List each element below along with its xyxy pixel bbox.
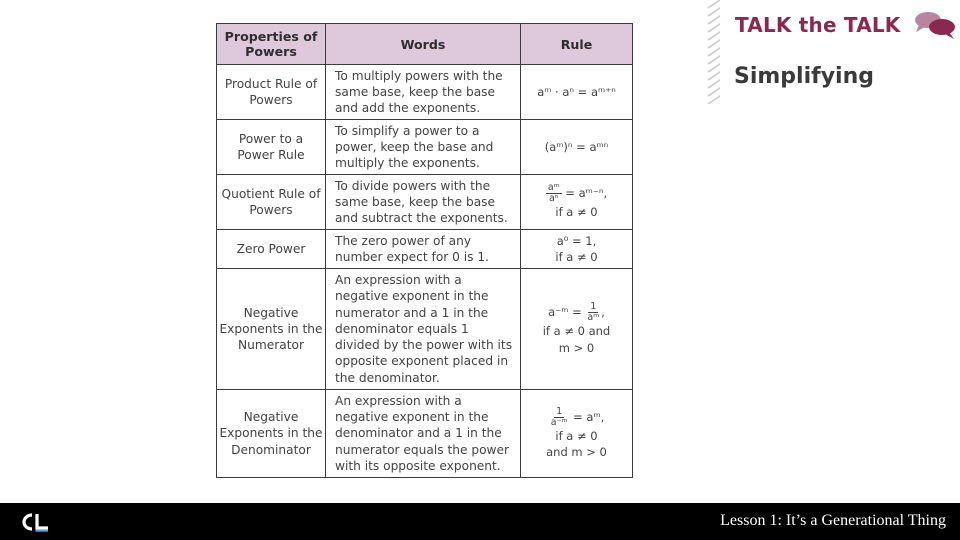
table-header-row — [217, 24, 633, 65]
fraction-after: , — [601, 305, 605, 320]
rule-line: if a ≠ 0 — [555, 428, 598, 443]
rule-cell — [521, 230, 633, 269]
speech-bubbles-icon — [913, 9, 957, 41]
rule-fraction-line — [523, 183, 630, 204]
rule-line: if a ≠ 0 and — [542, 324, 611, 339]
rule-line: a⁰ = 1, — [556, 233, 597, 248]
words-cell: An expression with a negative exponent in the denominator and a 1 in the numerator equals the power with its opposite exponent. — [326, 390, 521, 478]
words-cell: To simplify a power to a power, keep the base and multiply the exponents. — [326, 120, 521, 175]
table-row — [217, 269, 633, 390]
rule-cell — [521, 175, 633, 230]
rule-line: if a ≠ 0 — [555, 205, 598, 220]
property-cell: Zero Power — [217, 230, 326, 269]
fraction — [546, 183, 562, 204]
fraction-denominator: aⁿ — [548, 193, 559, 205]
table-row — [217, 230, 633, 269]
words-cell: An expression with a negative exponent in the numerator and a 1 in the denominator equals 1 divided by the power with its opposite exponent placed in the denominator. — [326, 269, 521, 390]
table-row — [217, 65, 633, 120]
decorative-stripes — [706, 0, 724, 104]
properties-of-powers-table — [216, 23, 633, 478]
header-properties: Properties of Powers — [217, 24, 326, 65]
header-rule: Rule — [521, 24, 633, 65]
property-cell: Negative Exponents in the Numerator — [217, 269, 326, 390]
fraction-after: = aᵐ⁻ⁿ, — [561, 186, 608, 201]
talk-the-talk-title: TALK the TALK — [735, 13, 901, 37]
rule-line: if a ≠ 0 — [555, 250, 598, 264]
fraction-denominator: a⁻ᵐ — [550, 416, 568, 428]
words-cell: To multiply powers with the same base, keep the base and add the exponents. — [326, 65, 521, 120]
words-cell: To divide powers with the same base, keep the base and subtract the exponents. — [326, 175, 521, 230]
fraction-after: = aᵐ, — [569, 409, 605, 424]
rule-cell — [521, 65, 633, 120]
fraction — [549, 407, 570, 428]
rule-fraction-line — [523, 302, 630, 323]
footer-bar — [0, 503, 960, 540]
cl-logo-icon — [20, 512, 50, 532]
fraction-before: a⁻ᵐ = — [548, 305, 586, 320]
header-words: Words — [326, 24, 521, 65]
fraction-numerator: aᵐ — [547, 182, 560, 194]
fraction-denominator: aᵐ — [587, 312, 600, 324]
rule-cell — [521, 390, 633, 478]
fraction-numerator: 1 — [590, 301, 597, 313]
property-cell: Quotient Rule of Powers — [217, 175, 326, 230]
rule-cell — [521, 269, 633, 390]
property-cell: Product Rule of Powers — [217, 65, 326, 120]
rule-line: m > 0 — [558, 340, 595, 355]
rule-line: aᵐ · aⁿ = aᵐ⁺ⁿ — [537, 84, 616, 99]
property-cell: Power to a Power Rule — [217, 120, 326, 175]
words-cell: The zero power of any number expect for 0 is 1. — [326, 230, 521, 269]
fraction-numerator: 1 — [556, 405, 563, 417]
lesson-title: Lesson 1: It’s a Generational Thing — [720, 512, 946, 529]
page-subtitle: Simplifying — [734, 64, 875, 89]
table-row — [217, 120, 633, 175]
fraction — [585, 302, 601, 323]
rule-line: and m > 0 — [546, 445, 607, 459]
rule-fraction-line — [523, 407, 630, 428]
rule-cell — [521, 120, 633, 175]
rule-line: (aᵐ)ⁿ = aᵐⁿ — [544, 139, 609, 154]
property-cell: Negative Exponents in the Denominator — [217, 390, 326, 478]
table-row — [217, 175, 633, 230]
table-row — [217, 390, 633, 478]
